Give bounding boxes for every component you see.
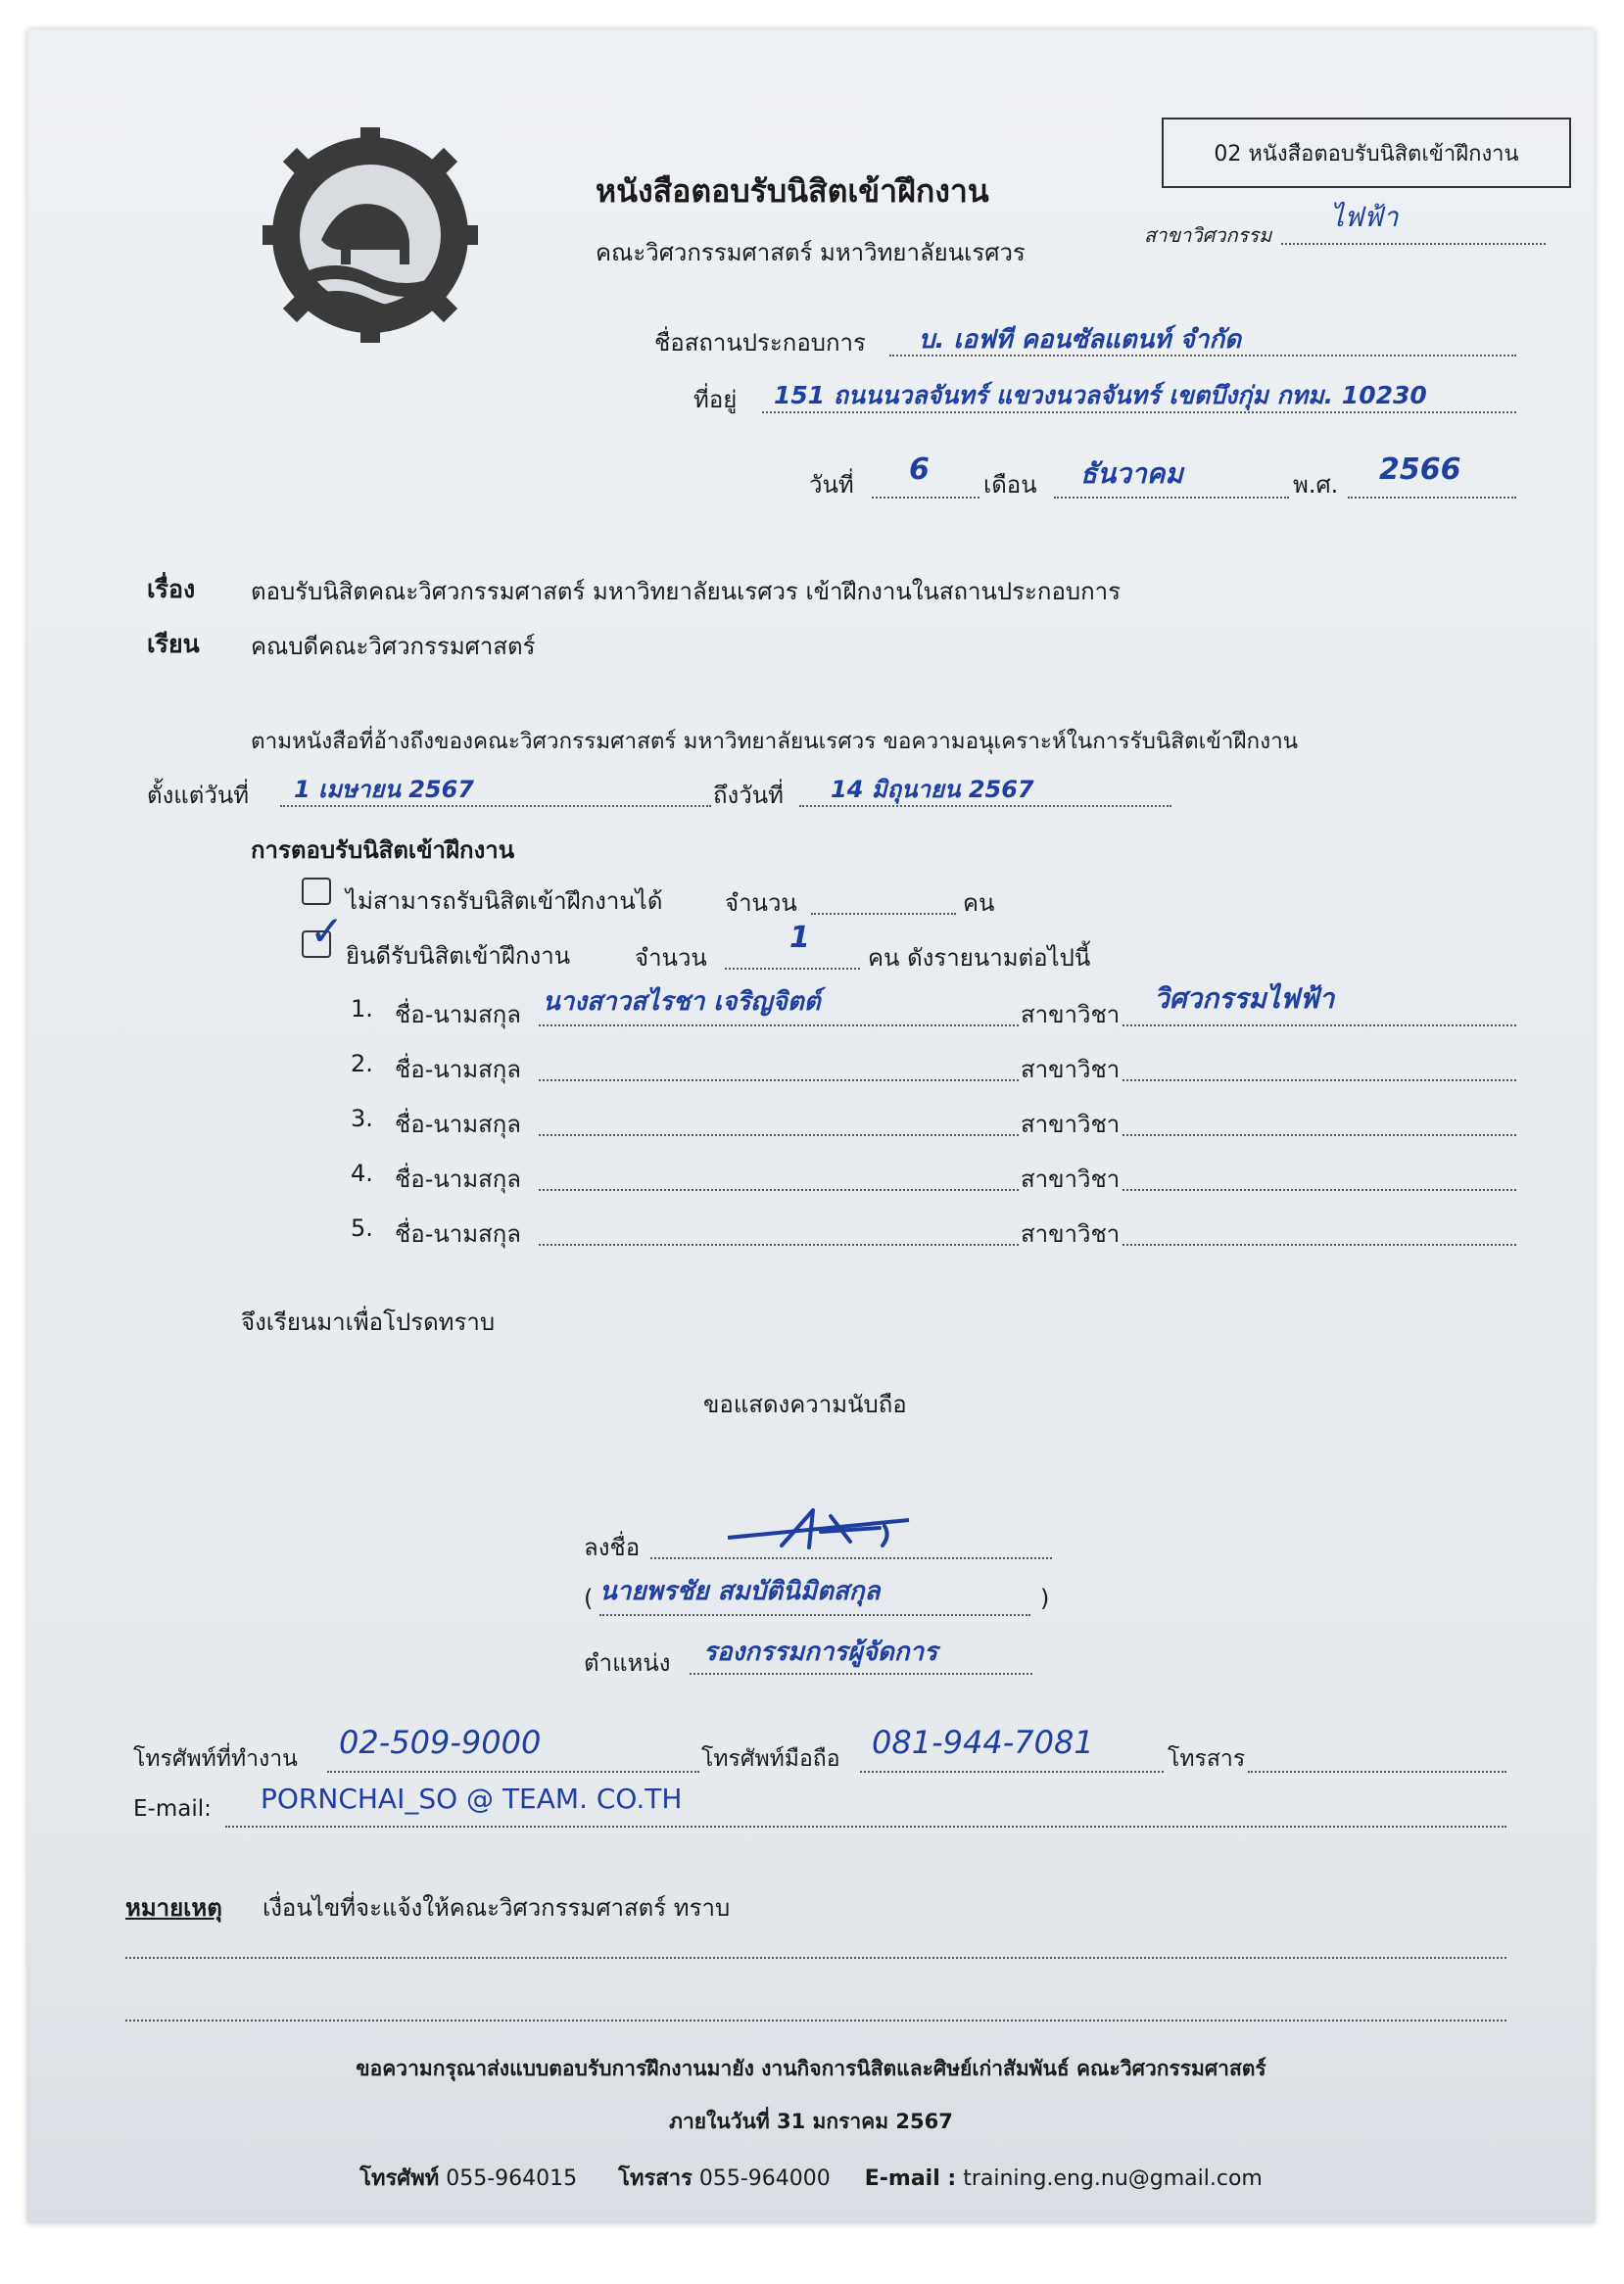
student-name-label: ชื่อ-นามสกุล [395,1220,521,1248]
form-code-box [1162,118,1571,188]
accept-count-value: 1 [789,921,810,955]
month-line [1054,497,1289,499]
footer-fax-label: โทรสาร [618,2166,693,2191]
company-name-value: บ. เอฟที คอนซัลแตนท์ จำกัด [919,325,1241,355]
document-page [27,29,1595,2223]
signer-close-paren: ) [1040,1585,1050,1612]
closing-inform: จึงเรียนมาเพื่อโปรดทราบ [241,1309,496,1336]
note-text: เงื่อนไขที่จะแจ้งให้คณะวิศวกรรมศาสตร์ ทราบ [263,1894,731,1922]
student-name-label: ชื่อ-นามสกุล [395,1001,521,1028]
address-value: 151 ถนนนวลจันทร์ แขวงนวลจันทร์ เขตบึงกุ่ม กทม. 10230 [774,381,1427,409]
student-name-label: ชื่อ-นามสกุล [395,1111,521,1138]
student-name-label: ชื่อ-นามสกุล [395,1166,521,1193]
note-line [125,2020,1506,2022]
email-value: PORNCHAI_SO @ TEAM. CO.TH [261,1783,683,1815]
to-date-value: 14 มิถุนายน 2567 [831,776,1034,803]
student-number: 3. [351,1105,373,1132]
student-name-value: นางสาวสไรชา เจริญจิตต์ [543,987,821,1017]
student-major-line [1122,1134,1516,1136]
student-number: 2. [351,1050,373,1077]
position-line [690,1673,1032,1675]
student-number: 4. [351,1160,373,1187]
footer-email-value: training.eng.nu@gmail.com [963,2166,1263,2191]
note-line [125,1957,1506,1959]
fax-line [1248,1771,1506,1773]
footer-fax-value: 055-964000 [698,2166,831,2191]
reject-label: ไม่สามารถรับนิสิตเข้าฝึกงานได้ [346,887,663,915]
accept-label: ยินดีรับนิสิตเข้าฝึกงาน [346,942,571,970]
footer-contact [27,2161,1595,2195]
branch-line [1281,243,1546,245]
student-number: 1. [351,995,373,1023]
signer-line [599,1614,1030,1616]
page-title: หนังสือตอบรับนิสิตเข้าฝึกงาน [596,172,989,210]
page-subtitle: คณะวิศวกรรมศาสตร์ มหาวิทยาลัยนเรศวร [596,239,1026,266]
university-logo-icon [263,127,478,343]
email-line [225,1826,1506,1828]
student-major-label: สาขาวิชา [1021,1056,1121,1083]
body-paragraph: ตามหนังสือที่อ้างถึงของคณะวิศวกรรมศาสตร์ มหาวิทยาลัยนเรศวร ขอความอนุเคราะห์ในการรับนิสิตเข้าฝึกงาน [251,729,1299,754]
accept-unit: คน ดังรายนามต่อไปนี้ [868,944,1091,972]
position-value: รองกรรมการผู้จัดการ [703,1638,938,1667]
acceptance-heading: การตอบรับนิสิตเข้าฝึกงาน [251,836,515,864]
accept-count-line [725,968,860,970]
footer-line-1: ขอความกรุณาส่งแบบตอบรับการฝึกงานมายัง งานกิจการนิสิตและศิษย์เก่าสัมพันธ์ คณะวิศวกรรมศาสตร์ [356,2057,1266,2080]
student-major-line [1122,1189,1516,1191]
student-major-label: สาขาวิชา [1021,1001,1121,1028]
footer-phone-value: 055-964015 [446,2166,578,2191]
recipient-label: เรียน [147,630,200,658]
signer-open-paren: ( [584,1585,594,1612]
sign-label: ลงชื่อ [584,1534,641,1561]
reject-count-label: จำนวน [725,889,797,917]
student-major-line [1122,1079,1516,1081]
work-phone-label: โทรศัพท์ที่ทำงาน [133,1746,298,1772]
form-code: 02 หนังสือตอบรับนิสิตเข้าฝึกงาน [1214,141,1519,167]
footer-phone-label: โทรศัพท์ [359,2166,440,2191]
signature-icon [723,1499,919,1557]
work-phone-line [327,1771,699,1773]
student-major-value: วิศวกรรมไฟฟ้า [1154,982,1335,1015]
branch-label: สาขาวิศวกรรม [1144,223,1272,247]
student-major-label: สาขาวิชา [1021,1220,1121,1248]
reject-checkbox[interactable] [302,878,331,905]
student-name-label: ชื่อ-นามสกุล [395,1056,521,1083]
student-name-line [539,1024,1019,1026]
day-line [872,497,979,499]
mobile-line [860,1771,1164,1773]
signer-name: นายพรชัย สมบัตินิมิตสกุล [599,1577,881,1606]
recipient-text: คณบดีคณะวิศวกรรมศาสตร์ [251,633,536,660]
year-line [1348,497,1516,499]
day-label: วันที่ [809,471,854,499]
fax-label: โทรสาร [1168,1746,1246,1772]
check-icon: ✓ [310,907,345,955]
reject-unit: คน [963,889,995,917]
footer-email-label: E-mail : [864,2166,957,2191]
student-name-line [539,1189,1019,1191]
student-name-line [539,1134,1019,1136]
position-label: ตำแหน่ง [584,1649,671,1677]
address-label: ที่อยู่ [693,386,738,413]
email-label: E-mail: [133,1796,212,1822]
subject-text: ตอบรับนิสิตคณะวิศวกรรมศาสตร์ มหาวิทยาลัยนเรศวร เข้าฝึกงานในสถานประกอบการ [251,578,1122,605]
month-label: เดือน [983,471,1037,499]
from-date-label: ตั้งแต่วันที่ [147,782,250,809]
student-major-line [1122,1024,1516,1026]
student-name-line [539,1079,1019,1081]
month-value: ธันวาคม [1080,457,1183,490]
mobile-value: 081-944-7081 [872,1724,1094,1761]
accept-count-label: จำนวน [635,944,707,972]
branch-value: ไฟฟ้า [1330,201,1399,233]
year-value: 2566 [1379,452,1461,487]
closing-regards: ขอแสดงความนับถือ [703,1391,907,1418]
student-major-label: สาขาวิชา [1021,1111,1121,1138]
sign-line [650,1557,1052,1559]
student-number: 5. [351,1214,373,1242]
student-name-line [539,1244,1019,1246]
company-name-label: ชื่อสถานประกอบการ [654,329,866,357]
reject-count-line [811,913,956,915]
footer-line-2: ภายในวันที่ 31 มกราคม 2567 [669,2110,953,2133]
student-major-label: สาขาวิชา [1021,1166,1121,1193]
note-label: หมายเหตุ [125,1894,222,1922]
year-label: พ.ศ. [1293,471,1339,499]
subject-label: เรื่อง [147,575,196,603]
day-value: 6 [909,452,930,487]
to-date-label: ถึงวันที่ [713,782,784,809]
student-major-line [1122,1244,1516,1246]
mobile-label: โทรศัพท์มือถือ [701,1746,840,1772]
work-phone-value: 02-509-9000 [339,1724,542,1761]
from-date-value: 1 เมษายน 2567 [294,776,474,803]
